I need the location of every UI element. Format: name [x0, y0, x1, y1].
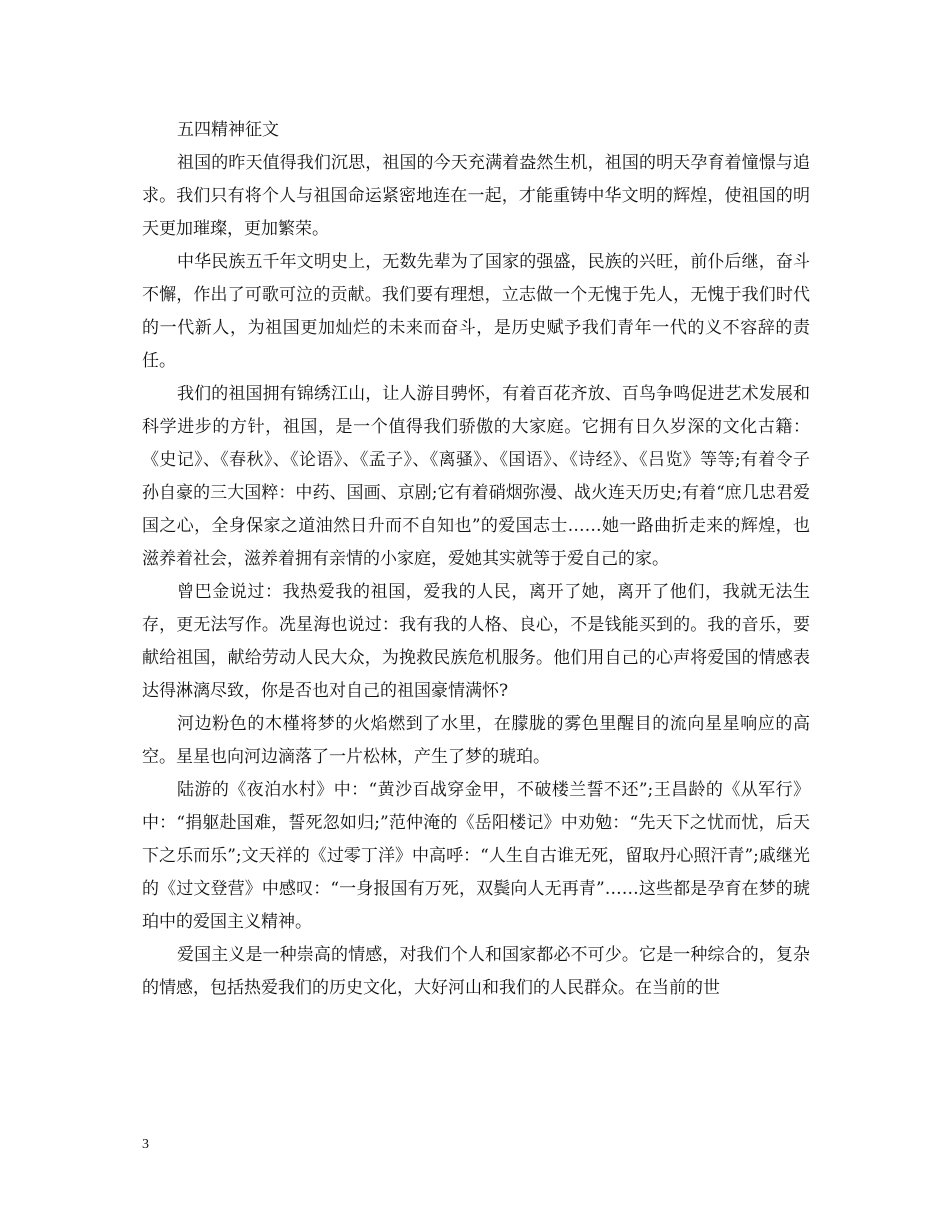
paragraph-5: 河边粉色的木槿将梦的火焰燃到了水里，在朦胧的雾色里醒目的流向星星响应的高空。星星也向河边滴落了一片松林，产生了梦的琥珀。 — [142, 714, 810, 767]
paragraph-3: 我们的祖国拥有锦绣江山，让人游目骋怀，有着百花齐放、百鸟争鸣促进艺术发展和科学进步的方针，祖国，是一个值得我们骄傲的大家庭。它拥有日久岁深的文化古籍：《史记》、《春秋》、《论语》、《孟子》、《离骚》、《国语》、《诗经》、《吕览》等等;有着令子孙自豪的三大国粹：中药、国画、京剧;它有着硝烟弥漫、战火连天历史;有着“庶几忠君爱国之心，全身保家之道油然日升而不自知也”的爱国志士……她一路曲折走来的辉煌，也滋养着社会，滋养着拥有亲情的小家庭，爱她其实就等于爱自己的家。 — [142, 384, 810, 569]
paragraph-6: 陆游的《夜泊水村》中：“黄沙百战穿金甲，不破楼兰誓不还”;王昌龄的《从军行》中：“捐躯赴国难，誓死忽如归;”范仲淹的《岳阳楼记》中劝勉：“先天下之忧而忧，后天下之乐而乐”;文天祥的《过零丁洋》中高呼：“人生自古谁无死，留取丹心照汗青”;戚继光的《过文登营》中感叹：“一身报国有万死，双鬓向人无再青”……这些都是孕育在梦的琥珀中的爱国主义精神。 — [142, 780, 810, 932]
paragraph-2: 中华民族五千年文明史上，无数先辈为了国家的强盛，民族的兴旺，前仆后继，奋斗不懈，作出了可歌可泣的贡献。我们要有理想，立志做一个无愧于先人，无愧于我们时代的一代新人，为祖国更加灿烂的未来而奋斗，是历史赋予我们青年一代的义不容辞的责任。 — [142, 252, 810, 371]
paragraph-1: 祖国的昨天值得我们沉思，祖国的今天充满着盎然生机，祖国的明天孕育着憧憬与追求。我们只有将个人与祖国命运紧密地连在一起，才能重铸中华文明的辉煌，使祖国的明天更加璀璨，更加繁荣。 — [142, 153, 810, 239]
paragraph-4: 曾巴金说过：我热爱我的祖国，爱我的人民，离开了她，离开了他们，我就无法生存，更无法写作。冼星海也说过：我有我的人格、良心，不是钱能买到的。我的音乐，要献给祖国，献给劳动人民大众，为挽救民族危机服务。他们用自己的心声将爱国的情感表达得淋漓尽致，你是否也对自己的祖国豪情满怀? — [142, 582, 810, 701]
paragraph-7: 爱国主义是一种崇高的情感，对我们个人和国家都必不可少。它是一种综合的，复杂的情感，包括热爱我们的历史文化，大好河山和我们的人民群众。在当前的世 — [142, 945, 810, 998]
page-number: 3 — [142, 1137, 149, 1152]
document-title: 五四精神征文 — [177, 120, 279, 140]
document-body — [142, 114, 810, 1005]
